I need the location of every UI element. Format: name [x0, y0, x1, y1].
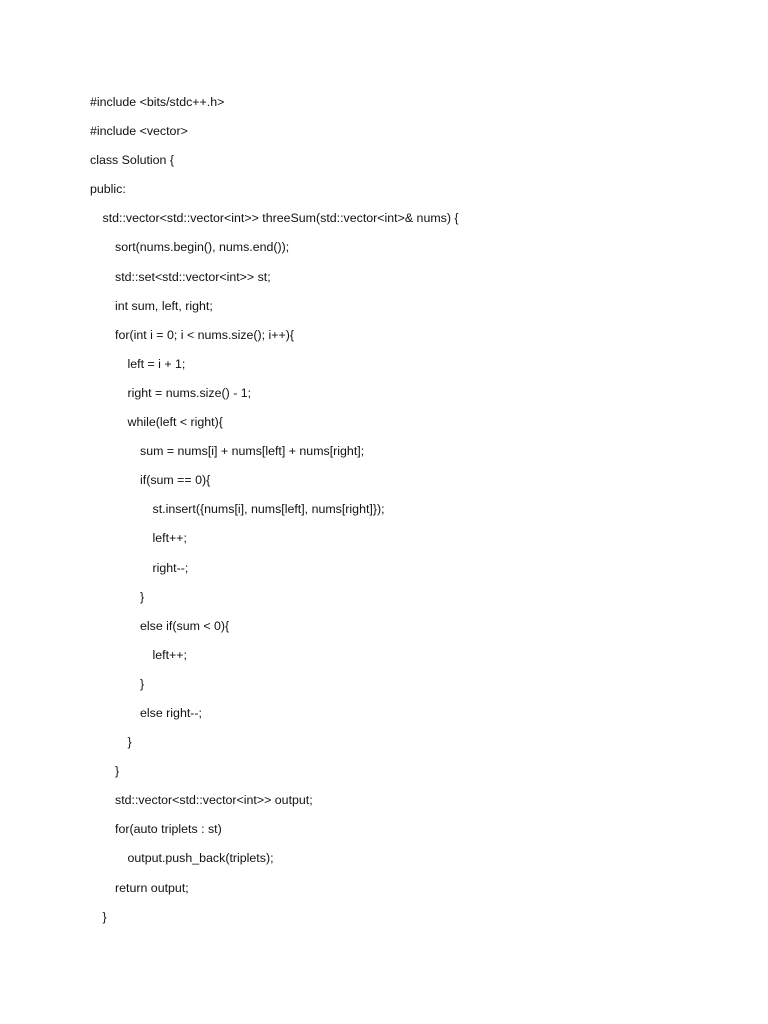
code-line: if(sum == 0){ — [140, 473, 211, 488]
code-line: sum = nums[i] + nums[left] + nums[right]; — [140, 444, 365, 459]
code-line: st.insert({nums[i], nums[left], nums[right]}); — [152, 502, 385, 517]
code-line: return output; — [115, 880, 189, 895]
code-line: sort(nums.begin(), nums.end()); — [115, 240, 290, 255]
code-line: right--; — [152, 560, 189, 575]
code-line: } — [102, 909, 107, 924]
code-line: public: — [90, 182, 126, 197]
code-line: } — [140, 589, 145, 604]
code-line: right = nums.size() - 1; — [127, 385, 252, 400]
code-line: left++; — [152, 647, 187, 662]
code-line: #include <vector> — [90, 124, 188, 139]
code-line: } — [115, 764, 120, 779]
code-line: #include <bits/stdc++.h> — [90, 95, 225, 109]
code-line: for(int i = 0; i < nums.size(); i++){ — [115, 327, 295, 342]
code-line: output.push_back(triplets); — [127, 851, 274, 866]
code-line: else right--; — [140, 705, 202, 720]
code-line: left++; — [152, 531, 187, 546]
code-block — [90, 91, 459, 935]
code-line: int sum, left, right; — [115, 298, 213, 313]
code-line: std::vector<std::vector<int>> threeSum(std::vector<int>& nums) { — [102, 211, 459, 226]
code-line: for(auto triplets : st) — [115, 822, 222, 837]
code-line: std::set<std::vector<int>> st; — [115, 269, 271, 284]
code-line: left = i + 1; — [127, 356, 186, 371]
code-line: while(left < right){ — [127, 415, 223, 430]
code-line: else if(sum < 0){ — [140, 618, 230, 633]
code-line: std::vector<std::vector<int>> output; — [115, 793, 313, 808]
code-line: class Solution { — [90, 153, 175, 168]
code-line: } — [127, 735, 132, 750]
code-line: } — [140, 676, 145, 691]
